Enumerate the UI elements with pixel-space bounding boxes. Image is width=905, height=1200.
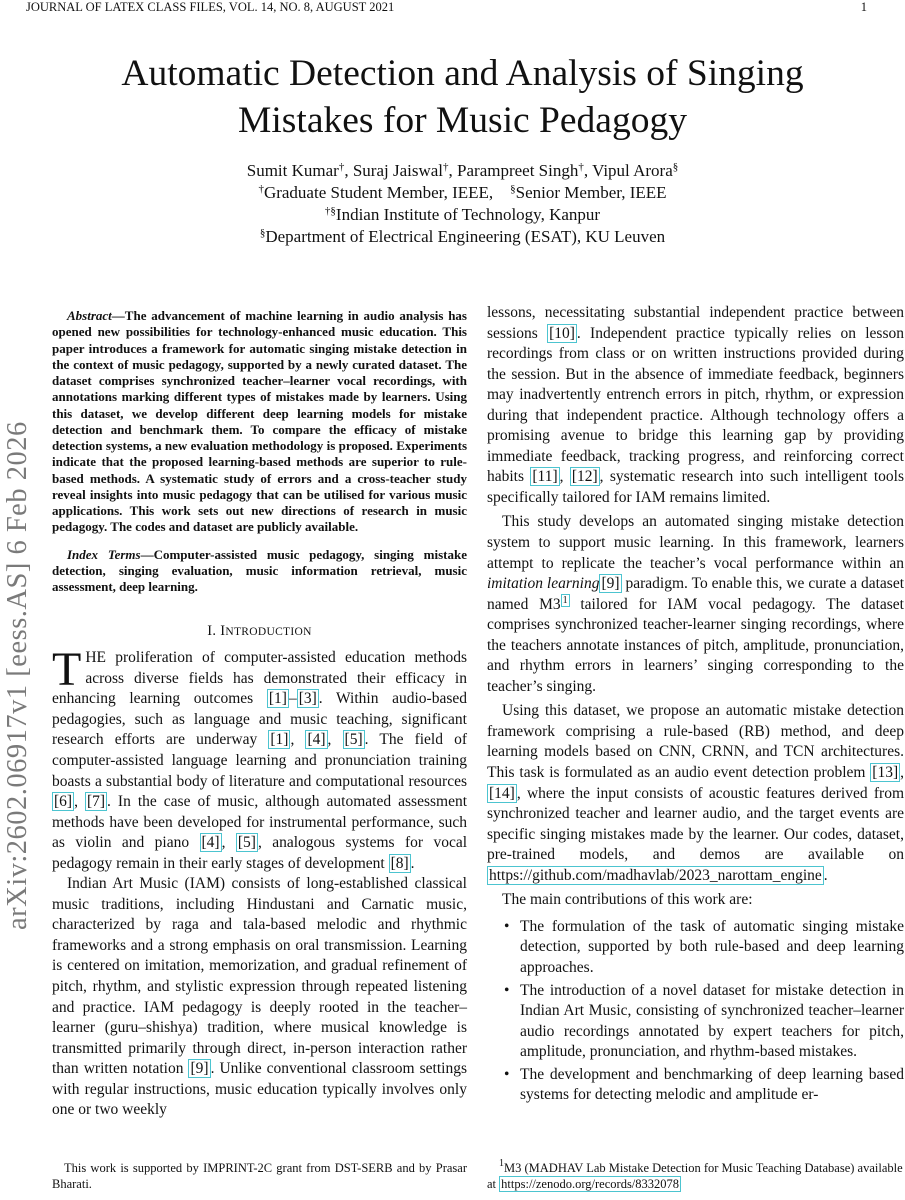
citation-link[interactable]: [4] <box>201 834 220 852</box>
citation-link[interactable]: [7] <box>86 793 106 811</box>
citation-link[interactable]: [1] <box>268 690 287 708</box>
membership-gs: Graduate Student Member, IEEE, <box>263 183 494 202</box>
arxiv-stamp: arXiv:2602.06917v1 [eess.AS] 6 Feb 2026 <box>2 421 33 930</box>
citation-link[interactable]: [1] <box>270 731 289 749</box>
affiliation-iit <box>60 204 865 226</box>
intro-paragraph-5: Using this dataset, we propose an automatic mistake detection framework comprising a rule-based (RB) method, and deep learning models based on CNN, CRNN, and TCN architectures. This task is formulated as an audio event detection problem [13] , [14] , where the input consists of acoustic features derived from synchronized teacher and learner audio, and the target events are specific singing mistakes made by the learner. Our codes, dataset, pre-trained models, and demos are available on https://github.com/madhavlab/2023_narottam_engine . <box>487 702 904 884</box>
citation-link[interactable]: [14] <box>489 784 515 802</box>
index-terms-lead: Index Terms <box>67 546 141 562</box>
citation-link[interactable]: [10] <box>549 324 575 342</box>
running-header <box>26 0 867 20</box>
footnote-marker[interactable]: 1 <box>562 594 568 606</box>
membership-line <box>60 182 865 204</box>
paper-title: Automatic Detection and Analysis of Singing Mistakes for Music Pedagogy <box>121 53 804 141</box>
intro-paragraph-3: lessons, necessitating substantial independent practice between sessions [10] . Independent practice typically relies on lesson recordings from class or on written instructions provided during the session. But in the absence of immediate feedback, beginners may inadvertently entrench errors in pitch, rhythm, or expression during that independent practice. Although technology offers a promising avenue to bridge this learning gap by providing immediate feedback, tracking progress, and reinforcing correct habits [11] , [12] , systematic research into such intelligent tools specifically tailored for IAM remains limited. <box>487 304 905 506</box>
section-heading-introduction: I. INTRODUCTION <box>207 623 312 640</box>
bullet-icon: • <box>504 981 510 999</box>
contribution-item: • The introduction of a novel dataset for mistake detection in Indian Art Music, consisting of synchronized teacher–learner audio recordings annotated by expert teachers for pitch, amplitude, pronunciation, and rhythm-based mistakes. <box>504 981 904 1061</box>
bullet-icon: • <box>504 917 510 935</box>
right-column <box>487 303 904 1108</box>
index-terms <box>52 547 467 596</box>
citation-link[interactable]: [4] <box>307 731 326 749</box>
citation-link[interactable]: [9] <box>190 1060 209 1078</box>
contribution-item: • The development and benchmarking of deep learning based systems for detecting melodic and amplitude er- <box>504 1065 904 1104</box>
bullet-icon: • <box>504 1065 510 1083</box>
footnote-number: 1 <box>499 1158 504 1169</box>
abstract-lead: Abstract <box>67 308 112 323</box>
author-name: Vipul Arora <box>592 161 673 180</box>
citation-link[interactable]: [8] <box>390 854 409 872</box>
github-url-link[interactable]: https://github.com/madhavlab/2023_narottam_engine <box>489 866 822 884</box>
citation-link[interactable]: [5] <box>344 731 363 749</box>
emphasis-imitation-learning: imitation learning <box>487 575 600 593</box>
citation-link[interactable]: [11] <box>532 468 558 486</box>
author-block <box>60 160 865 248</box>
index-terms-text: —Computer-assisted music pedagogy, singing mistake detection, singing evaluation, music information retrieval, music assessment, deep learning. <box>52 546 467 594</box>
citation-link[interactable]: [12] <box>571 468 598 486</box>
author-name: Sumit Kumar <box>246 161 339 180</box>
dataset-footnote: $^1$M3 (MADHAV Lab Mistake Detection for Music Teaching Database) available at https://zenodo.org/records/8332078 <box>487 1158 903 1191</box>
author-name: Parampreet Singh <box>457 161 579 180</box>
citation-link[interactable]: [5] <box>237 834 256 852</box>
contributions-intro: The main contributions of this work are: <box>502 891 753 909</box>
affiliation-kul-text: Department of Electrical Engineering (ESAT), KU Leuven <box>265 227 666 246</box>
affiliation-iit-text: Indian Institute of Technology, Kanpur <box>335 205 601 224</box>
author-name: Suraj Jaiswal <box>352 161 444 180</box>
membership-sm: Senior Member, IEEE <box>515 183 667 202</box>
intro-paragraph-1: THE proliferation of computer-assisted education methods across diverse fields has demonstrated their efficacy in enhancing learning outcomes [1] – [3] . Within audio-based pedagogies, such as language and music teaching, significant research efforts are underway [1] , [4] , [5] . The field of computer-assisted language learning and pronunciation training boasts a substantial body of literature and computational resources [6] , [7] . In the case of music, although automated assessment methods have been developed for instrumental performance, such as violin and piano [4] , [5] , analogous systems for vocal pedagogy remain in their early stages of development [8] . <box>52 643 468 872</box>
affiliation-mark: † <box>258 183 264 195</box>
funding-footnote: This work is supported by IMPRINT-2C grant from DST-SERB and by Prasar Bharati. <box>52 1161 467 1191</box>
abstract <box>52 308 467 536</box>
journal-name: JOURNAL OF LATEX CLASS FILES, VOL. 14, NO. 8, AUGUST 2021 <box>26 0 395 14</box>
citation-link[interactable]: [6] <box>54 793 73 811</box>
affiliation-mark: † <box>338 161 345 173</box>
affiliation-mark: § <box>672 161 679 173</box>
drop-cap: T <box>52 643 82 697</box>
affiliation-mark: † <box>443 161 449 173</box>
citation-link[interactable]: [9] <box>601 575 620 593</box>
left-column <box>52 308 467 1121</box>
affiliation-mark: § <box>259 227 266 239</box>
zenodo-url-link[interactable]: https://zenodo.org/records/8332078 <box>501 1177 680 1191</box>
contributions-list <box>487 917 904 1106</box>
abstract-text: —The advancement of machine learning in audio analysis has opened new possibilities for technology-enhanced music education. This paper introduces a framework for automatic singing mistake detection in the context of music pedagogy, supported by a newly curated dataset. The dataset comprises synchronized teacher–learner vocal recordings, with annotations marking different types of mistakes made by learners. Using this dataset, we develop different deep learning models for mistake detection and benchmark them. To compare the efficacy of mistake detection systems, a new evaluation methodology is proposed. Experiments indicate that the proposed learning-based methods are superior to rule-based methods. A systematic study of errors and a cross-teacher study reveal insights into music pedagogy that can be utilised for various music applications. This work sets out new directions of research in music pedagogy. The codes and dataset are publicly available. <box>52 308 467 535</box>
contribution-item: • The formulation of the task of automatic singing mistake detection, supported by both rule-based and deep learning approaches. <box>504 917 904 976</box>
intro-paragraph-2: Indian Art Music (IAM) consists of long-established classical music traditions, including Hindustani and Carnatic music, characterized by raga and tala-based melodic and rhythmic frameworks and a strong emphasis on oral transmission. Learning is centered on imitation, memorization, and gradual refinement of pitch, rhythm, and stylistic expression through repeated listening and practice. IAM pedagogy is deeply rooted in the teacher–learner (guru–shishya) tradition, where musical knowledge is transmitted primarily through direct, in-person interaction rather than written notation [9] . Unlike conventional classroom settings with regular instructions, music education typically involves only one or two weekly <box>52 875 467 1119</box>
affiliation-mark: § <box>510 183 516 195</box>
affiliation-mark: †§ <box>324 205 336 217</box>
affiliation-kul <box>60 226 865 248</box>
affiliation-mark: † <box>578 161 584 173</box>
citation-link[interactable]: [13] <box>872 764 899 782</box>
author-names: Sumit Kumar†, Suraj Jaiswal†, Parampreet Singh†, Vipul Arora§ <box>246 161 679 180</box>
page-number: 1 <box>860 0 867 14</box>
intro-paragraph-4: This study develops an automated singing mistake detection system to support music learning. In this framework, learners attempt to replicate the teacher’s vocal performance within an imitation learning [9] paradigm. To enable this, we curate a dataset named M3 $^1$ tailored for IAM vocal pedagogy. The dataset comprises synchronized teacher-learner singing recordings, where the teachers annotate instances of pitch, amplitude, pronunciation, and rhythm errors in learners’ singing corresponding to the teacher’s singing. <box>487 513 905 695</box>
citation-link[interactable]: [3] <box>298 690 317 708</box>
